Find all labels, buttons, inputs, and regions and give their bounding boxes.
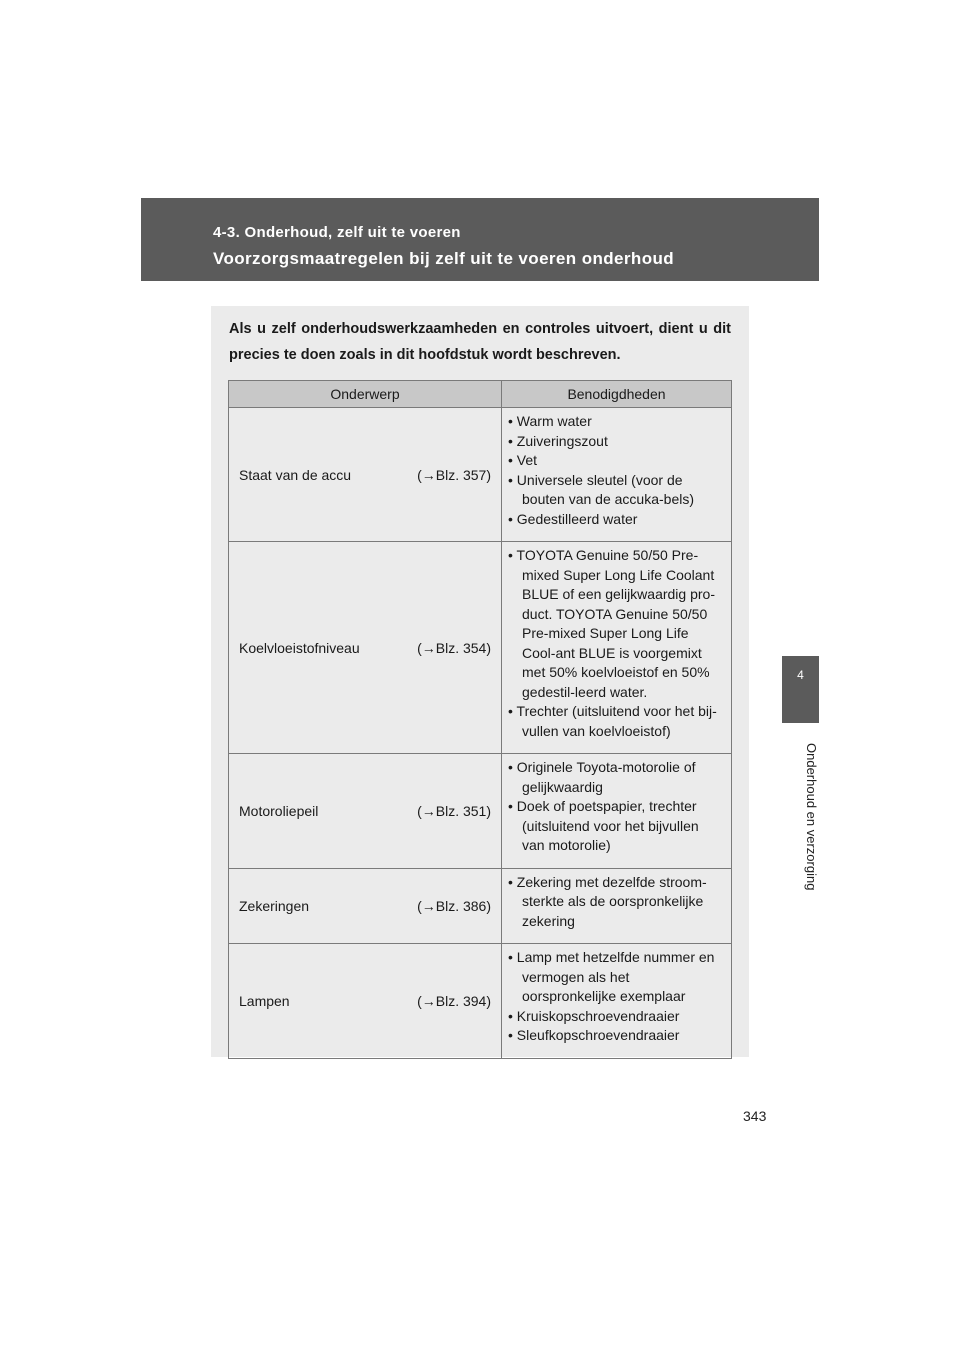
list-item: • Kruiskopschroevendraaier [508, 1007, 725, 1027]
section-label: 4-3. Onderhoud, zelf uit te voeren [213, 224, 461, 241]
requirements-cell [502, 754, 732, 869]
list-item: • Doek of poetspapier, trechter (uitsluitend voor het bijvullen van motorolie) [508, 797, 725, 856]
section-header [141, 198, 819, 281]
list-item: • Sleufkopschroevendraaier [508, 1026, 725, 1046]
chapter-label: Onderhoud en verzorging [804, 743, 819, 891]
requirements-cell [502, 944, 732, 1059]
subject-name: Koelvloeistofniveau [239, 639, 360, 656]
subject-cell [229, 944, 502, 1059]
list-item: • Gedestilleerd water [508, 510, 725, 530]
requirements-cell [502, 868, 732, 944]
table-row [229, 754, 732, 869]
page-reference-link[interactable]: (→Blz. 351) [417, 802, 491, 819]
subject-cell [229, 408, 502, 542]
subject-cell [229, 542, 502, 754]
table-header-row [229, 381, 732, 408]
subject-name: Staat van de accu [239, 466, 352, 483]
page-number: 343 [743, 1108, 767, 1124]
list-item: • Zekering met dezelfde stroom-sterkte als de oorspronkelijke zekering [508, 873, 725, 932]
intro-text: Als u zelf onderhoudswerkzaamheden en controles uitvoert, dient u dit precies te doen zoals in dit hoofdstuk wordt beschreven. [229, 321, 731, 363]
page-reference-link[interactable]: (→Blz. 354) [417, 639, 491, 656]
column-header-subject: Onderwerp [229, 381, 502, 408]
column-header-requirements: Benodigdheden [502, 381, 732, 408]
requirements-cell [502, 408, 732, 542]
maintenance-table [228, 380, 732, 1059]
page-title: Voorzorgsmaatregelen bij zelf uit te voeren onderhoud [213, 249, 675, 268]
page-reference-link[interactable]: (→Blz. 394) [417, 992, 491, 1009]
table-row [229, 542, 732, 754]
table-row [229, 408, 732, 542]
subject-name: Zekeringen [239, 897, 310, 914]
list-item: • Vet [508, 451, 725, 471]
page-reference-link[interactable]: (→Blz. 386) [417, 897, 491, 914]
info-box [211, 306, 749, 1057]
subject-name: Lampen [239, 992, 290, 1009]
chapter-number: 4 [797, 668, 804, 682]
chapter-tab[interactable] [782, 656, 819, 723]
list-item: • Warm water [508, 412, 725, 432]
list-item: • Zuiveringszout [508, 432, 725, 452]
list-item: • Universele sleutel (voor de bouten van de accuka-bels) [508, 471, 725, 510]
table-row [229, 944, 732, 1059]
list-item: • Lamp met hetzelfde nummer en vermogen als het oorspronkelijke exemplaar [508, 948, 725, 1007]
requirements-cell [502, 542, 732, 754]
list-item: • Originele Toyota-motorolie of gelijkwaardig [508, 758, 725, 797]
subject-cell [229, 868, 502, 944]
list-item: • TOYOTA Genuine 50/50 Pre-mixed Super Long Life Coolant BLUE of een gelijkwaardig pro-duct. TOYOTA Genuine 50/50 Pre-mixed Super Long Life Cool-ant BLUE is voorgemixt met 50% koelvloeistof en 50% gedestil-leerd water. [508, 546, 725, 702]
table-row [229, 868, 732, 944]
list-item: • Trechter (uitsluitend voor het bij-vullen van koelvloeistof) [508, 702, 725, 741]
subject-name: Motoroliepeil [239, 802, 319, 819]
page-reference-link[interactable]: (→Blz. 357) [417, 466, 491, 483]
subject-cell [229, 754, 502, 869]
